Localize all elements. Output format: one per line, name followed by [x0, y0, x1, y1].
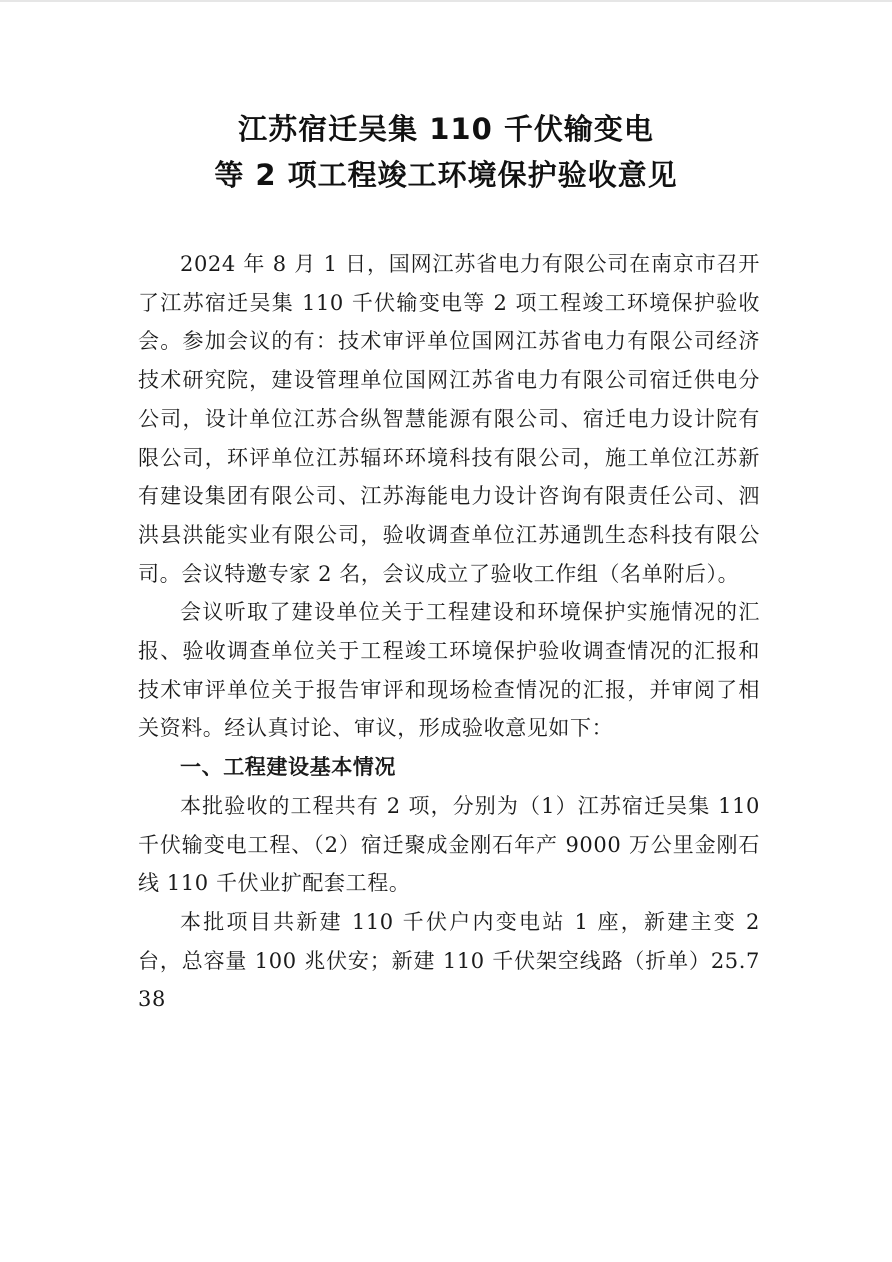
paragraph-meeting-intro: 2024 年 8 月 1 日，国网江苏省电力有限公司在南京市召开了江苏宿迁吴集 110 千伏输变电等 2 项工程竣工环境保护验收会。参加会议的有：技术审评单位国网江苏省电力有限公司经济技术研究院，建设管理单位国网江苏省电力有限公司宿迁供电分公司，设计单位江苏合纵智慧能源有限公司、宿迁电力设计院有限公司，环评单位江苏辐环环境科技有限公司，施工单位江苏新有建设集团有限公司、江苏海能电力设计咨询有限责任公司、泗洪县洪能实业有限公司，验收调查单位江苏通凯生态科技有限公司。会议特邀专家 2 名，会议成立了验收工作组（名单附后）。 — [138, 252, 760, 586]
document-title — [0, 106, 892, 198]
title-line-1: 江苏宿迁吴集 110 千伏输变电 — [238, 112, 654, 146]
paragraph-project-scale: 本批项目共新建 110 千伏户内变电站 1 座，新建主变 2 台，总容量 100 兆伏安；新建 110 千伏架空线路（折单）25.738 — [138, 909, 760, 1012]
paragraph-meeting-process: 会议听取了建设单位关于工程建设和环境保护实施情况的汇报、验收调查单位关于工程竣工环境保护验收调查情况的汇报和技术审评单位关于报告审评和现场检查情况的汇报，并审阅了相关资料。经认真讨论、审议，形成验收意见如下： — [138, 600, 760, 741]
title-line-2: 等 2 项工程竣工环境保护验收意见 — [214, 158, 678, 192]
paragraph-project-list: 本批验收的工程共有 2 项，分别为（1）江苏宿迁吴集 110 千伏输变电工程、（2）宿迁聚成金刚石年产 9000 万公里金刚石线 110 千伏业扩配套工程。 — [138, 793, 760, 896]
top-edge-line — [0, 0, 892, 2]
section-heading-1: 一、工程建设基本情况 — [180, 755, 396, 780]
document-body — [138, 245, 760, 1019]
